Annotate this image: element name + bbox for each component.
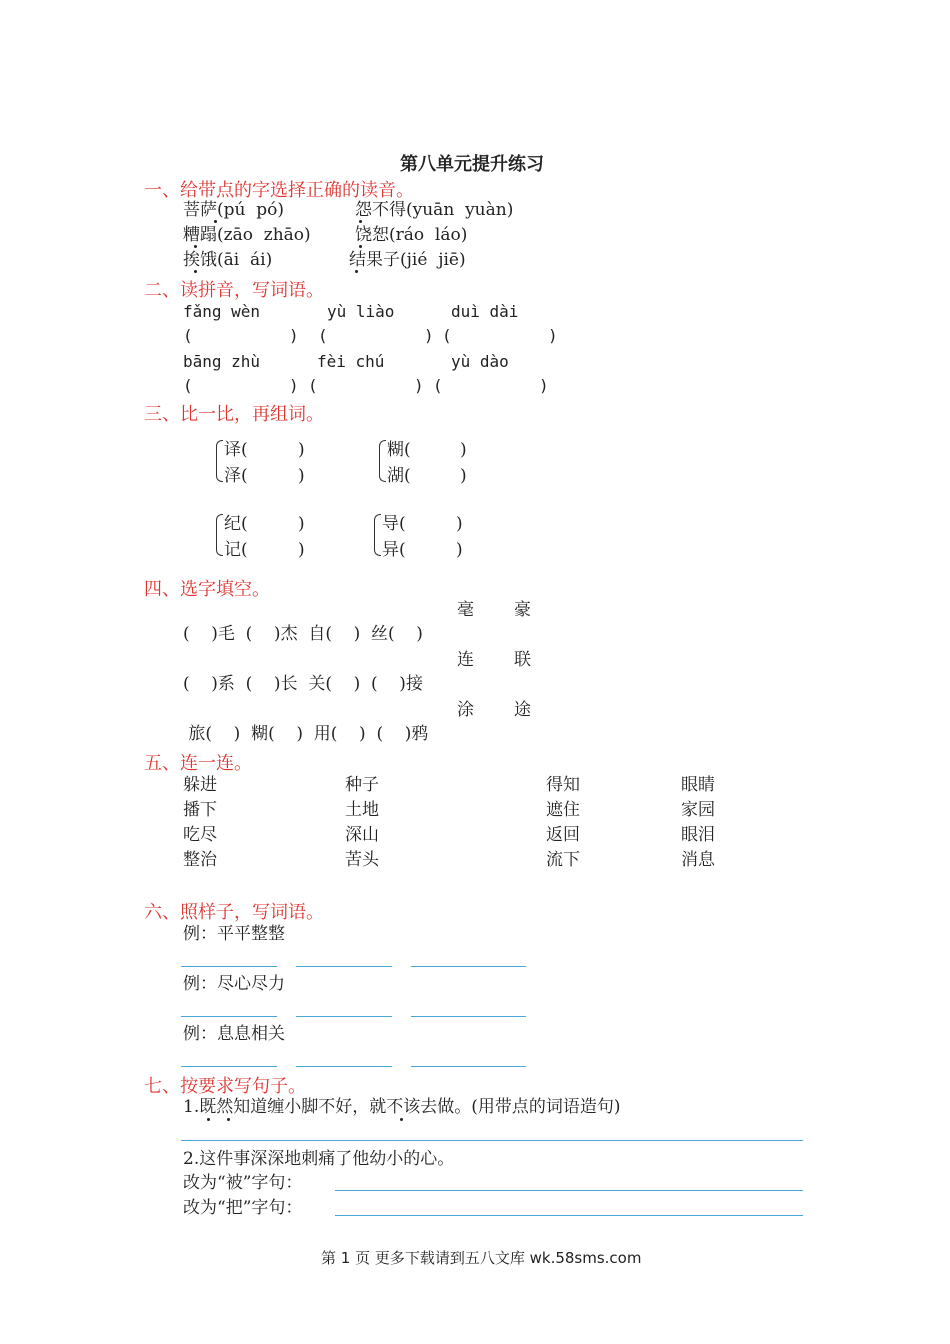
fill-line: 旅( ) 糊( ) 用( ) ( )鸦 [183, 724, 429, 744]
emphasis-dot [194, 270, 197, 273]
match-word[interactable]: 返回 [546, 825, 580, 845]
pinyin-prompt: bāng zhù [183, 352, 261, 371]
choice-char: 联 [514, 650, 531, 670]
choice-char: 毫 [457, 600, 474, 620]
match-word[interactable]: 流下 [546, 850, 580, 870]
choice-char: 途 [514, 700, 531, 720]
answer-line[interactable] [296, 1066, 392, 1067]
match-word[interactable]: 躲进 [183, 775, 217, 795]
pinyin-prompt: yù dào [451, 352, 509, 371]
pinyin-prompt: yù liào [327, 302, 395, 321]
pronunciation-item: 挨饿(āi ái) [183, 250, 273, 270]
match-word[interactable]: 家园 [681, 800, 715, 820]
compare-char: 导( [382, 514, 406, 534]
sentence-question: 1.既然知道缠小脚不好，就不该去做。(用带点的词语造句) [183, 1097, 621, 1117]
section-3-heading: 三、比一比，再组词。 [144, 404, 324, 425]
example-word: 例：息息相关 [183, 1024, 285, 1044]
fill-line: ( )毛 ( )杰 自( ) 丝( ) [183, 624, 423, 644]
match-word[interactable]: 得知 [546, 775, 580, 795]
page-footer: 第 1 页 更多下载请到五八文库 wk.58sms.com [321, 1249, 642, 1267]
answer-blank[interactable]: ( ) [183, 376, 299, 395]
answer-blank[interactable]: ( ) [318, 326, 434, 345]
match-word[interactable]: 土地 [345, 800, 379, 820]
group-brace [374, 514, 381, 556]
section-1-heading: 一、给带点的字选择正确的读音。 [144, 180, 414, 201]
emphasis-dot [214, 220, 217, 223]
pronunciation-item: 结果子(jié jiē) [349, 250, 466, 270]
answer-line[interactable] [181, 1066, 277, 1067]
answer-line[interactable] [181, 1140, 803, 1141]
group-brace [379, 440, 386, 482]
pronunciation-item: 菩萨(pú pó) [183, 200, 285, 220]
answer-blank[interactable]: ( ) [183, 326, 299, 345]
choice-char: 连 [457, 650, 474, 670]
pronunciation-item: 饶恕(ráo láo) [355, 225, 468, 245]
match-word[interactable]: 遮住 [546, 800, 580, 820]
compare-char: 记( [224, 540, 248, 560]
match-word[interactable]: 眼泪 [681, 825, 715, 845]
answer-line[interactable] [296, 966, 392, 967]
emphasis-dot [400, 1118, 403, 1121]
answer-blank[interactable]: ( ) [433, 376, 549, 395]
match-word[interactable]: 播下 [183, 800, 217, 820]
choice-char: 豪 [514, 600, 531, 620]
compare-char: 湖( [387, 466, 411, 486]
section-6-heading: 六、照样子，写词语。 [144, 902, 324, 923]
compare-char: 泽( [224, 466, 248, 486]
compare-close: ) [298, 514, 305, 534]
compare-close: ) [298, 466, 305, 486]
match-word[interactable]: 吃尽 [183, 825, 217, 845]
answer-line[interactable] [181, 1016, 277, 1017]
section-5-heading: 五、连一连。 [144, 753, 252, 774]
compare-char: 糊( [387, 440, 411, 460]
answer-line[interactable] [335, 1190, 803, 1191]
pinyin-prompt: fǎng wèn [183, 302, 261, 321]
choice-char: 涂 [457, 700, 474, 720]
pinyin-prompt: duì dài [451, 302, 519, 321]
compare-char: 译( [224, 440, 248, 460]
answer-line[interactable] [411, 1066, 526, 1067]
rewrite-label: 改为“把”字句： [183, 1198, 303, 1218]
compare-close: ) [456, 514, 463, 534]
answer-line[interactable] [411, 1016, 526, 1017]
example-word: 例：尽心尽力 [183, 974, 285, 994]
emphasis-dot [355, 270, 358, 273]
emphasis-dot [227, 1118, 230, 1121]
compare-close: ) [456, 540, 463, 560]
compare-char: 异( [382, 540, 406, 560]
group-brace [216, 514, 223, 556]
section-4-heading: 四、选字填空。 [144, 579, 270, 600]
match-word[interactable]: 整治 [183, 850, 217, 870]
compare-close: ) [298, 540, 305, 560]
pronunciation-item: 糟蹋(zāo zhāo) [183, 225, 311, 245]
pinyin-prompt: fèi chú [317, 352, 385, 371]
fill-line: ( )系 ( )长 关( ) ( )接 [183, 674, 423, 694]
answer-line[interactable] [181, 966, 277, 967]
compare-char: 纪( [224, 514, 248, 534]
compare-close: ) [298, 440, 305, 460]
sentence-question: 2.这件事深深地刺痛了他幼小的心。 [183, 1149, 455, 1169]
match-word[interactable]: 苦头 [345, 850, 379, 870]
match-word[interactable]: 眼睛 [681, 775, 715, 795]
match-word[interactable]: 深山 [345, 825, 379, 845]
compare-close: ) [460, 440, 467, 460]
answer-line[interactable] [411, 966, 526, 967]
match-word[interactable]: 消息 [681, 850, 715, 870]
example-word: 例：平平整整 [183, 924, 285, 944]
section-7-heading: 七、按要求写句子。 [144, 1076, 306, 1097]
emphasis-dot [194, 245, 197, 248]
section-2-heading: 二、读拼音，写词语。 [144, 280, 324, 301]
pronunciation-item: 怨不得(yuān yuàn) [355, 200, 514, 220]
answer-blank[interactable]: ( ) [308, 376, 424, 395]
group-brace [216, 440, 223, 482]
rewrite-label: 改为“被”字句： [183, 1173, 303, 1193]
emphasis-dot [359, 220, 362, 223]
match-word[interactable]: 种子 [345, 775, 379, 795]
answer-blank[interactable]: ( ) [442, 326, 558, 345]
answer-line[interactable] [296, 1016, 392, 1017]
emphasis-dot [207, 1118, 210, 1121]
page-title: 第八单元提升练习 [400, 154, 544, 174]
emphasis-dot [359, 245, 362, 248]
compare-close: ) [460, 466, 467, 486]
answer-line[interactable] [335, 1215, 803, 1216]
